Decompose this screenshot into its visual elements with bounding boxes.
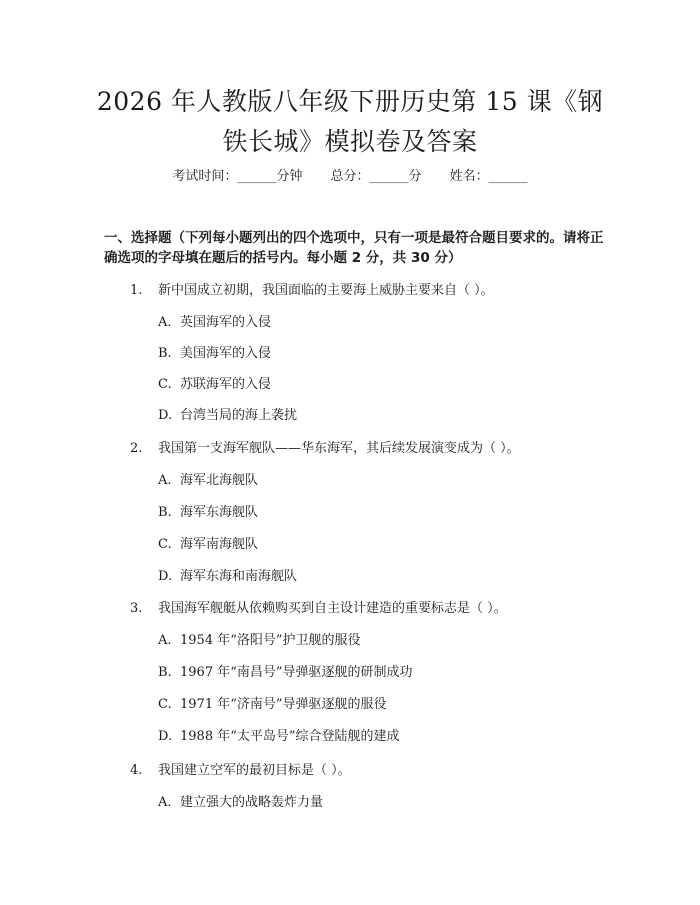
question-number: 1. (130, 283, 143, 298)
question-1-option-c (158, 376, 271, 394)
question-4 (130, 762, 351, 780)
option-text: 苏联海军的入侵 (180, 377, 272, 392)
question-text: 我国第一支海军舰队——华东海军，其后续发展演变成为（ ）。 (158, 441, 520, 456)
option-text: 英国海军的入侵 (180, 315, 272, 330)
exam-name: 姓名：______ (449, 169, 528, 184)
option-text: 1954 年“洛阳号”护卫舰的服役 (180, 633, 361, 648)
option-text: 海军东海和南海舰队 (180, 569, 298, 584)
option-letter: D. (158, 729, 173, 744)
title-line-1: 2026 年人教版八年级下册历史第 15 课《钢 (96, 87, 604, 116)
option-letter: C. (158, 537, 172, 552)
exam-score: 总分：______分 (330, 169, 422, 184)
question-number: 4. (130, 763, 143, 778)
question-3-option-b (158, 664, 413, 682)
question-3-option-c (158, 696, 387, 714)
question-3-option-d (158, 728, 400, 746)
title-line-2: 铁长城》模拟卷及答案 (222, 127, 478, 156)
option-text: 1988 年“太平岛号”综合登陆舰的建成 (180, 729, 400, 744)
question-number: 3. (130, 601, 143, 616)
option-letter: C. (158, 697, 172, 712)
question-number: 2. (130, 441, 143, 456)
option-letter: D. (158, 408, 173, 423)
question-3 (130, 600, 507, 618)
question-1-option-b (158, 345, 271, 363)
question-4-option-a (158, 794, 323, 812)
option-text: 1971 年“济南号”导弹驱逐舰的服役 (180, 697, 387, 712)
option-letter: B. (158, 346, 172, 361)
option-text: 1967 年“南昌号”导弹驱逐舰的研制成功 (180, 665, 413, 680)
question-2-option-d (158, 568, 297, 586)
question-1-option-a (158, 314, 271, 332)
question-1-option-d (158, 407, 297, 425)
option-text: 海军北海舰队 (180, 473, 259, 488)
document-title (60, 82, 640, 162)
question-text: 我国海军舰艇从依赖购买到自主设计建造的重要标志是（ ）。 (158, 601, 507, 616)
option-letter: C. (158, 377, 172, 392)
question-2-option-a (158, 472, 258, 490)
exam-meta (0, 168, 700, 186)
option-letter: B. (158, 665, 172, 680)
option-text: 美国海军的入侵 (180, 346, 272, 361)
option-letter: A. (158, 795, 172, 810)
option-text: 台湾当局的海上袭扰 (180, 408, 298, 423)
question-2-option-b (158, 504, 258, 522)
option-letter: A. (158, 315, 172, 330)
option-letter: D. (158, 569, 173, 584)
question-2-option-c (158, 536, 258, 554)
exam-time: 考试时间：______分钟 (172, 169, 303, 184)
question-text: 新中国成立初期，我国面临的主要海上威胁主要来自（ ）。 (158, 283, 494, 298)
option-letter: A. (158, 633, 172, 648)
question-2 (130, 440, 520, 458)
section-title: 一、选择题（下列每小题列出的四个选项中，只有一项是最符合题目要求的。请将正确选项的字母填在题后的括号内。每小题 2 分，共 30 分） (104, 230, 604, 266)
option-letter: A. (158, 473, 172, 488)
option-text: 海军东海舰队 (180, 505, 259, 520)
option-text: 海军南海舰队 (180, 537, 259, 552)
question-3-option-a (158, 632, 361, 650)
question-1 (130, 282, 494, 300)
question-text: 我国建立空军的最初目标是（ ）。 (158, 763, 351, 778)
option-text: 建立强大的战略轰炸力量 (180, 795, 324, 810)
option-letter: B. (158, 505, 172, 520)
